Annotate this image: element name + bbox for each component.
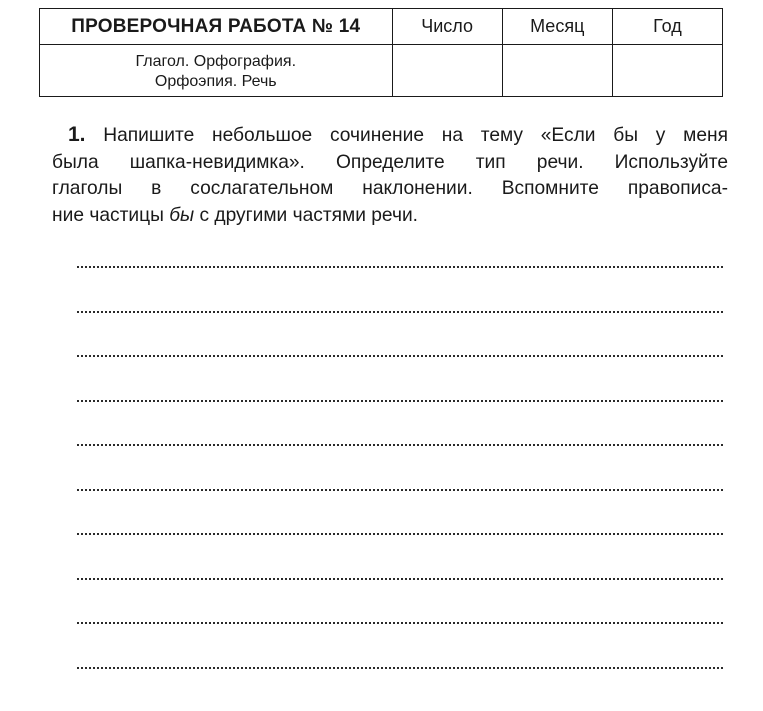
answer-line[interactable]: [77, 311, 723, 356]
month-field[interactable]: [502, 45, 612, 97]
task-text: [52, 122, 728, 229]
work-title: ПРОВЕРОЧНАЯ РАБОТА № 14: [71, 16, 360, 37]
year-field[interactable]: [612, 45, 722, 97]
particle-by: бы: [169, 205, 194, 226]
task-line-2: была шапка-невидимка». Определите тип речи. Используйте: [52, 150, 728, 177]
task-line-4: [52, 203, 728, 230]
task-line-3: глаголы в сослагательном наклонении. Вспомните правописа-: [52, 176, 728, 203]
day-label-cell: [392, 9, 502, 45]
month-label: Месяц: [530, 16, 584, 36]
task-line-4-end: с другими частями речи.: [194, 205, 418, 226]
answer-line[interactable]: [77, 622, 723, 667]
answer-line[interactable]: [77, 355, 723, 400]
answer-line[interactable]: [77, 533, 723, 578]
answer-line[interactable]: [77, 667, 723, 711]
year-label-cell: [612, 9, 722, 45]
year-label: Год: [653, 16, 682, 36]
answer-line[interactable]: [77, 266, 723, 311]
topic-line-2: Орфоэпия. Речь: [40, 71, 392, 91]
task-line-1-text: Напишите небольшое сочинение на тему «Если бы у меня: [103, 125, 728, 146]
answer-lines: [77, 266, 723, 711]
answer-line[interactable]: [77, 444, 723, 489]
task-line-1: [52, 122, 728, 150]
task-number: 1.: [68, 123, 86, 146]
answer-line[interactable]: [77, 489, 723, 534]
answer-line[interactable]: [77, 578, 723, 623]
task-line-4-start: ние частицы: [52, 205, 169, 226]
month-label-cell: [502, 9, 612, 45]
day-field[interactable]: [392, 45, 502, 97]
day-label: Число: [421, 16, 473, 36]
header-table: [39, 8, 723, 97]
answer-line[interactable]: [77, 400, 723, 445]
topic-line-1: Глагол. Орфография.: [40, 51, 392, 71]
topic-cell: [40, 45, 393, 97]
work-title-cell: [40, 9, 393, 45]
